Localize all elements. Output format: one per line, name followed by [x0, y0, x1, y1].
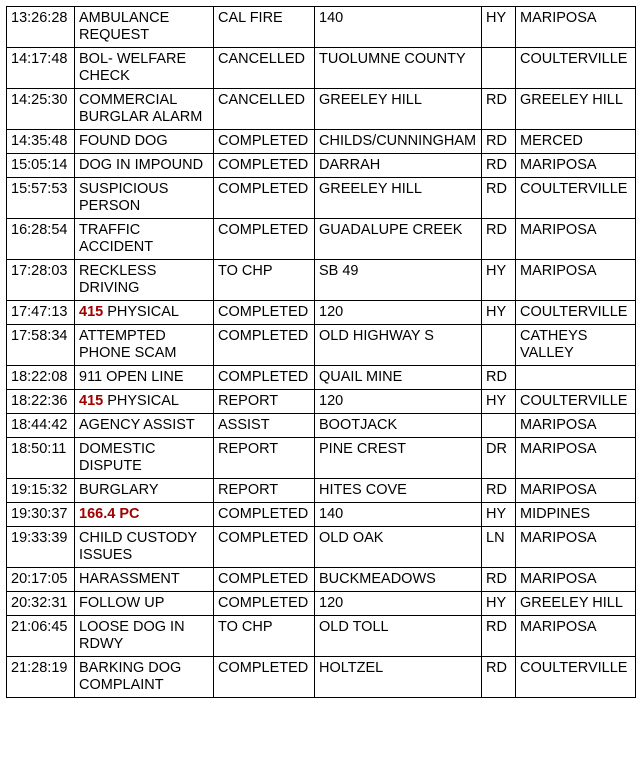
time-cell: 17:47:13 — [7, 301, 75, 325]
disposition-cell: TO CHP — [214, 260, 315, 301]
city-cell: MARIPOSA — [516, 527, 636, 568]
city-cell: MARIPOSA — [516, 7, 636, 48]
street-suffix-cell: DR — [482, 438, 516, 479]
street-suffix-cell: RD — [482, 89, 516, 130]
location-cell: 120 — [315, 301, 482, 325]
time-cell: 19:33:39 — [7, 527, 75, 568]
call-type-cell: AGENCY ASSIST — [75, 414, 214, 438]
call-type-cell: RECKLESS DRIVING — [75, 260, 214, 301]
call-type-cell: LOOSE DOG IN RDWY — [75, 616, 214, 657]
street-suffix-cell: HY — [482, 260, 516, 301]
street-suffix-cell: LN — [482, 527, 516, 568]
city-cell: COULTERVILLE — [516, 48, 636, 89]
city-cell: GREELEY HILL — [516, 592, 636, 616]
table-row — [7, 7, 636, 48]
disposition-cell: CANCELLED — [214, 89, 315, 130]
time-cell: 20:17:05 — [7, 568, 75, 592]
table-row — [7, 301, 636, 325]
disposition-cell: COMPLETED — [214, 527, 315, 568]
city-cell: MARIPOSA — [516, 414, 636, 438]
disposition-cell: COMPLETED — [214, 154, 315, 178]
location-cell: DARRAH — [315, 154, 482, 178]
location-cell: GUADALUPE CREEK — [315, 219, 482, 260]
street-suffix-cell: HY — [482, 301, 516, 325]
street-suffix-cell: HY — [482, 592, 516, 616]
call-code: 415 — [79, 304, 104, 320]
location-cell: 120 — [315, 592, 482, 616]
time-cell: 19:15:32 — [7, 479, 75, 503]
location-cell: OLD HIGHWAY S — [315, 325, 482, 366]
time-cell: 18:50:11 — [7, 438, 75, 479]
city-cell: MARIPOSA — [516, 219, 636, 260]
city-cell: COULTERVILLE — [516, 390, 636, 414]
location-cell: HITES COVE — [315, 479, 482, 503]
street-suffix-cell: RD — [482, 479, 516, 503]
time-cell: 14:35:48 — [7, 130, 75, 154]
time-cell: 18:22:08 — [7, 366, 75, 390]
table-row — [7, 657, 636, 698]
table-row — [7, 154, 636, 178]
disposition-cell: COMPLETED — [214, 657, 315, 698]
table-row — [7, 178, 636, 219]
city-cell: COULTERVILLE — [516, 657, 636, 698]
table-row — [7, 503, 636, 527]
location-cell: HOLTZEL — [315, 657, 482, 698]
call-type-cell: HARASSMENT — [75, 568, 214, 592]
call-log-table — [6, 6, 636, 698]
table-row — [7, 390, 636, 414]
table-row — [7, 48, 636, 89]
disposition-cell: COMPLETED — [214, 178, 315, 219]
time-cell: 19:30:37 — [7, 503, 75, 527]
street-suffix-cell: RD — [482, 130, 516, 154]
time-cell: 17:58:34 — [7, 325, 75, 366]
time-cell: 17:28:03 — [7, 260, 75, 301]
call-type-cell: ATTEMPTED PHONE SCAM — [75, 325, 214, 366]
city-cell: MARIPOSA — [516, 479, 636, 503]
call-type-text: PHYSICAL — [103, 393, 179, 409]
location-cell: GREELEY HILL — [315, 89, 482, 130]
location-cell: CHILDS/CUNNINGHAM — [315, 130, 482, 154]
disposition-cell: COMPLETED — [214, 366, 315, 390]
city-cell: COULTERVILLE — [516, 301, 636, 325]
location-cell: PINE CREST — [315, 438, 482, 479]
disposition-cell: REPORT — [214, 390, 315, 414]
table-row — [7, 616, 636, 657]
location-cell: SB 49 — [315, 260, 482, 301]
street-suffix-cell: RD — [482, 568, 516, 592]
street-suffix-cell: HY — [482, 390, 516, 414]
disposition-cell: COMPLETED — [214, 503, 315, 527]
disposition-cell: COMPLETED — [214, 568, 315, 592]
street-suffix-cell — [482, 325, 516, 366]
disposition-cell: TO CHP — [214, 616, 315, 657]
call-type-cell: 911 OPEN LINE — [75, 366, 214, 390]
table-row — [7, 260, 636, 301]
city-cell: MERCED — [516, 130, 636, 154]
city-cell — [516, 366, 636, 390]
table-row — [7, 130, 636, 154]
call-type-cell: TRAFFIC ACCIDENT — [75, 219, 214, 260]
disposition-cell: ASSIST — [214, 414, 315, 438]
table-row — [7, 325, 636, 366]
city-cell: MARIPOSA — [516, 438, 636, 479]
city-cell: MARIPOSA — [516, 616, 636, 657]
call-type-cell: FOUND DOG — [75, 130, 214, 154]
call-type-cell: CHILD CUSTODY ISSUES — [75, 527, 214, 568]
table-row — [7, 592, 636, 616]
table-row — [7, 568, 636, 592]
time-cell: 18:22:36 — [7, 390, 75, 414]
disposition-cell: COMPLETED — [214, 219, 315, 260]
disposition-cell: CANCELLED — [214, 48, 315, 89]
disposition-cell: COMPLETED — [214, 325, 315, 366]
time-cell: 16:28:54 — [7, 219, 75, 260]
call-type-cell: FOLLOW UP — [75, 592, 214, 616]
time-cell: 13:26:28 — [7, 7, 75, 48]
disposition-cell: COMPLETED — [214, 301, 315, 325]
street-suffix-cell: RD — [482, 657, 516, 698]
time-cell: 14:25:30 — [7, 89, 75, 130]
call-type-cell — [75, 390, 214, 414]
call-type-cell — [75, 301, 214, 325]
location-cell: 140 — [315, 503, 482, 527]
time-cell: 21:28:19 — [7, 657, 75, 698]
street-suffix-cell: HY — [482, 7, 516, 48]
location-cell: BUCKMEADOWS — [315, 568, 482, 592]
call-type-cell: DOMESTIC DISPUTE — [75, 438, 214, 479]
city-cell: MARIPOSA — [516, 154, 636, 178]
street-suffix-cell: HY — [482, 503, 516, 527]
call-type-cell: BARKING DOG COMPLAINT — [75, 657, 214, 698]
disposition-cell: COMPLETED — [214, 592, 315, 616]
table-row — [7, 366, 636, 390]
location-cell: GREELEY HILL — [315, 178, 482, 219]
street-suffix-cell — [482, 414, 516, 438]
call-code: 166.4 PC — [79, 506, 140, 522]
city-cell: MARIPOSA — [516, 260, 636, 301]
street-suffix-cell: RD — [482, 366, 516, 390]
call-log-body — [7, 7, 636, 698]
city-cell: COULTERVILLE — [516, 178, 636, 219]
disposition-cell: REPORT — [214, 479, 315, 503]
table-row — [7, 438, 636, 479]
call-code: 415 — [79, 393, 104, 409]
location-cell: 120 — [315, 390, 482, 414]
location-cell: QUAIL MINE — [315, 366, 482, 390]
table-row — [7, 414, 636, 438]
location-cell: BOOTJACK — [315, 414, 482, 438]
city-cell: MARIPOSA — [516, 568, 636, 592]
disposition-cell: REPORT — [214, 438, 315, 479]
location-cell: OLD OAK — [315, 527, 482, 568]
call-type-cell: AMBULANCE REQUEST — [75, 7, 214, 48]
time-cell: 15:05:14 — [7, 154, 75, 178]
time-cell: 21:06:45 — [7, 616, 75, 657]
street-suffix-cell: RD — [482, 178, 516, 219]
call-type-cell: COMMERCIAL BURGLAR ALARM — [75, 89, 214, 130]
location-cell: 140 — [315, 7, 482, 48]
time-cell: 14:17:48 — [7, 48, 75, 89]
time-cell: 18:44:42 — [7, 414, 75, 438]
disposition-cell: CAL FIRE — [214, 7, 315, 48]
time-cell: 20:32:31 — [7, 592, 75, 616]
call-type-cell: SUSPICIOUS PERSON — [75, 178, 214, 219]
call-type-cell: BURGLARY — [75, 479, 214, 503]
call-type-cell — [75, 503, 214, 527]
time-cell: 15:57:53 — [7, 178, 75, 219]
disposition-cell: COMPLETED — [214, 130, 315, 154]
call-type-cell: BOL- WELFARE CHECK — [75, 48, 214, 89]
table-row — [7, 89, 636, 130]
table-row — [7, 479, 636, 503]
location-cell: OLD TOLL — [315, 616, 482, 657]
city-cell: CATHEYS VALLEY — [516, 325, 636, 366]
call-type-text: PHYSICAL — [103, 304, 179, 320]
city-cell: GREELEY HILL — [516, 89, 636, 130]
table-row — [7, 527, 636, 568]
city-cell: MIDPINES — [516, 503, 636, 527]
street-suffix-cell: RD — [482, 154, 516, 178]
table-row — [7, 219, 636, 260]
street-suffix-cell: RD — [482, 219, 516, 260]
call-type-cell: DOG IN IMPOUND — [75, 154, 214, 178]
street-suffix-cell — [482, 48, 516, 89]
street-suffix-cell: RD — [482, 616, 516, 657]
location-cell: TUOLUMNE COUNTY — [315, 48, 482, 89]
